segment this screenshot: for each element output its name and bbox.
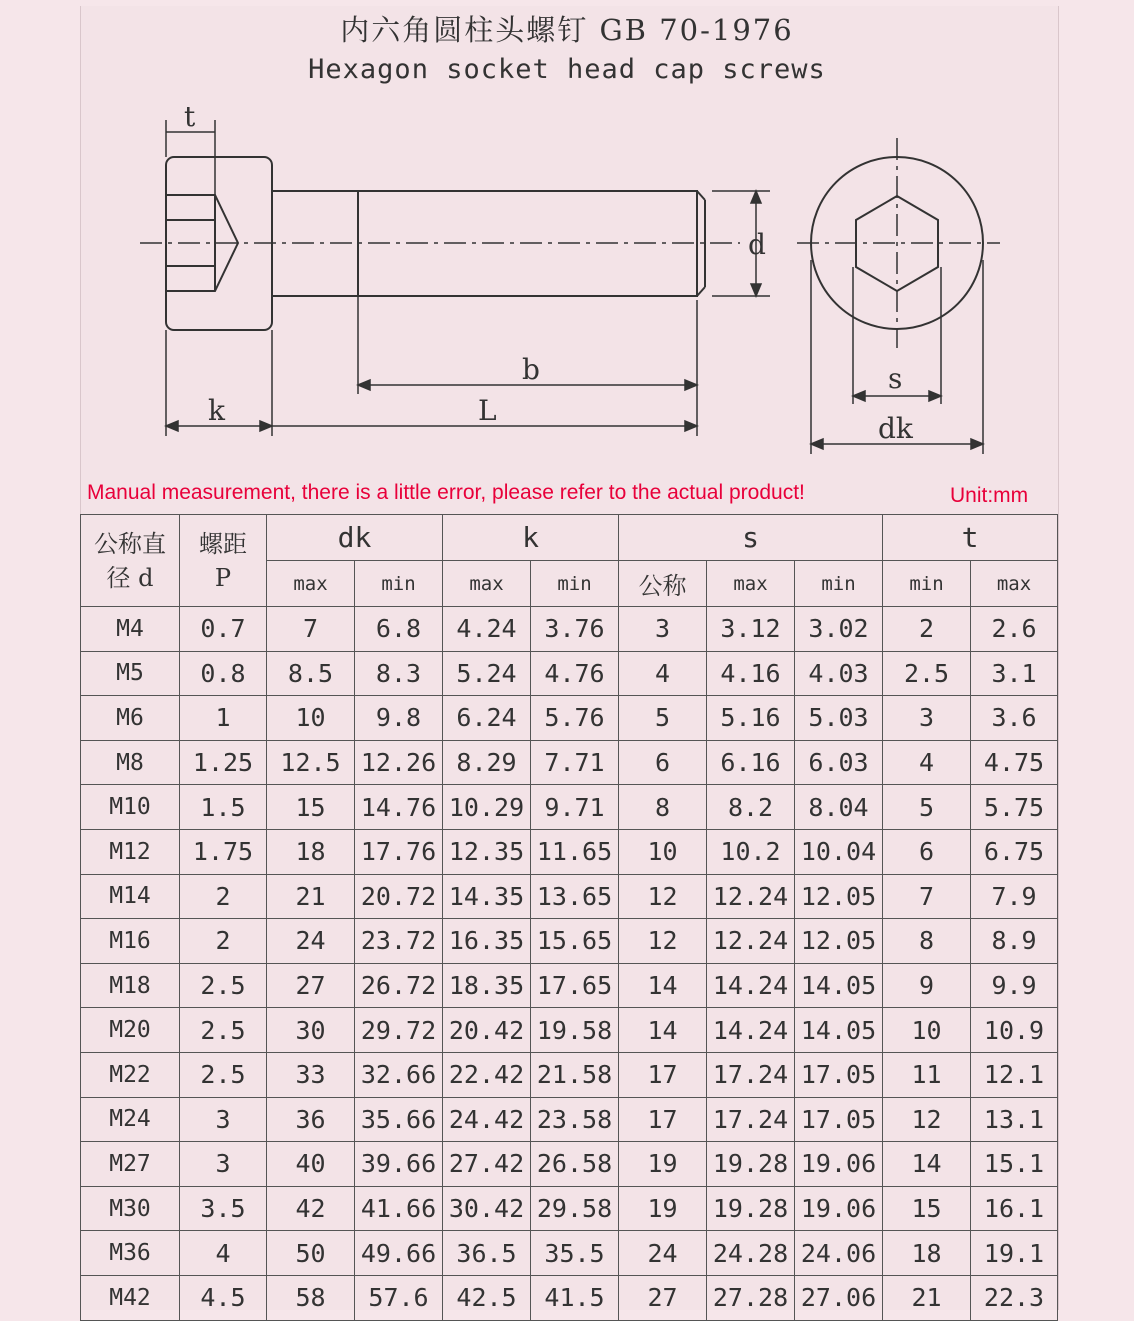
cell-k-max: 42.5: [443, 1275, 531, 1320]
cell-s-min: 12.05: [795, 874, 883, 919]
cell-s-min: 19.06: [795, 1186, 883, 1231]
cell-s-max: 19.28: [707, 1142, 795, 1187]
header-nominal-diameter: [81, 515, 180, 607]
cell-s-max: 17.24: [707, 1052, 795, 1097]
cell-k-max: 14.35: [443, 874, 531, 919]
header-dk-max: max: [267, 561, 355, 607]
cell-k-max: 5.24: [443, 651, 531, 696]
header-pitch-line1: 螺距: [199, 529, 247, 558]
cell-s-max: 12.24: [707, 874, 795, 919]
measurement-note: Manual measurement, there is a little error, please refer to the actual product!: [87, 481, 805, 504]
cell-s-min: 14.05: [795, 1008, 883, 1053]
cell-t-min: 18: [883, 1231, 971, 1276]
cell-dk-min: 39.66: [355, 1142, 443, 1187]
header-s-nominal: 公称: [619, 561, 707, 607]
cell-t-min: 5: [883, 785, 971, 830]
cell-s-max: 5.16: [707, 696, 795, 741]
cell-dk-max: 7: [267, 607, 355, 652]
cell-dk-max: 8.5: [267, 651, 355, 696]
cell-s-nominal: 17: [619, 1052, 707, 1097]
cell-pitch: 3: [180, 1097, 267, 1142]
label-L: L: [478, 394, 497, 427]
cell-s-min: 3.02: [795, 607, 883, 652]
table-row: [81, 651, 1058, 696]
cell-k-min: 41.5: [531, 1275, 619, 1320]
table-row: [81, 740, 1058, 785]
cell-dk-min: 6.8: [355, 607, 443, 652]
cell-size: M24: [81, 1097, 180, 1142]
cell-s-nominal: 3: [619, 607, 707, 652]
cell-t-max: 12.1: [971, 1052, 1058, 1097]
cell-k-min: 13.65: [531, 874, 619, 919]
cell-k-min: 3.76: [531, 607, 619, 652]
cell-t-min: 11: [883, 1052, 971, 1097]
cell-s-min: 6.03: [795, 740, 883, 785]
table-row: [81, 874, 1058, 919]
cell-size: M16: [81, 919, 180, 964]
cell-dk-min: 29.72: [355, 1008, 443, 1053]
cell-dk-max: 18: [267, 829, 355, 874]
cell-size: M36: [81, 1231, 180, 1276]
cell-dk-min: 14.76: [355, 785, 443, 830]
cell-t-max: 19.1: [971, 1231, 1058, 1276]
cell-pitch: 4: [180, 1231, 267, 1276]
header-t-min: min: [883, 561, 971, 607]
cell-k-max: 22.42: [443, 1052, 531, 1097]
cell-s-max: 10.2: [707, 829, 795, 874]
table-row: [81, 785, 1058, 830]
cell-s-nominal: 5: [619, 696, 707, 741]
cell-dk-min: 17.76: [355, 829, 443, 874]
header-s: s: [619, 515, 883, 561]
table-row: [81, 1097, 1058, 1142]
cell-size: M30: [81, 1186, 180, 1231]
cell-s-min: 4.03: [795, 651, 883, 696]
cell-size: M14: [81, 874, 180, 919]
cell-t-max: 3.1: [971, 651, 1058, 696]
cell-s-max: 3.12: [707, 607, 795, 652]
spec-table: [80, 514, 1058, 1321]
cell-t-min: 8: [883, 919, 971, 964]
cell-dk-max: 24: [267, 919, 355, 964]
cell-s-max: 14.24: [707, 1008, 795, 1053]
cell-s-min: 5.03: [795, 696, 883, 741]
cell-size: M20: [81, 1008, 180, 1053]
cell-dk-min: 41.66: [355, 1186, 443, 1231]
header-k-min: min: [531, 561, 619, 607]
cell-s-max: 4.16: [707, 651, 795, 696]
cell-dk-max: 36: [267, 1097, 355, 1142]
cell-s-nominal: 14: [619, 1008, 707, 1053]
cell-s-max: 14.24: [707, 963, 795, 1008]
cell-s-nominal: 8: [619, 785, 707, 830]
cell-dk-min: 8.3: [355, 651, 443, 696]
cell-dk-min: 49.66: [355, 1231, 443, 1276]
cell-size: M12: [81, 829, 180, 874]
cell-t-min: 9: [883, 963, 971, 1008]
cell-t-min: 4: [883, 740, 971, 785]
table-row: [81, 1008, 1058, 1053]
cell-s-max: 19.28: [707, 1186, 795, 1231]
cell-pitch: 1.25: [180, 740, 267, 785]
cell-dk-max: 58: [267, 1275, 355, 1320]
cell-size: M42: [81, 1275, 180, 1320]
header-k-max: max: [443, 561, 531, 607]
cell-t-max: 2.6: [971, 607, 1058, 652]
table-row: [81, 963, 1058, 1008]
cell-k-min: 7.71: [531, 740, 619, 785]
cell-s-max: 8.2: [707, 785, 795, 830]
cell-k-max: 10.29: [443, 785, 531, 830]
cell-s-nominal: 19: [619, 1186, 707, 1231]
cell-dk-max: 50: [267, 1231, 355, 1276]
cell-size: M22: [81, 1052, 180, 1097]
cell-s-min: 24.06: [795, 1231, 883, 1276]
cell-s-min: 19.06: [795, 1142, 883, 1187]
label-t: t: [184, 100, 196, 133]
cell-t-max: 5.75: [971, 785, 1058, 830]
cell-k-min: 21.58: [531, 1052, 619, 1097]
cell-dk-max: 27: [267, 963, 355, 1008]
header-t-max: max: [971, 561, 1058, 607]
cell-k-max: 36.5: [443, 1231, 531, 1276]
cell-t-max: 10.9: [971, 1008, 1058, 1053]
cell-k-min: 26.58: [531, 1142, 619, 1187]
cell-pitch: 0.8: [180, 651, 267, 696]
cell-k-max: 18.35: [443, 963, 531, 1008]
cell-k-min: 4.76: [531, 651, 619, 696]
cell-dk-min: 9.8: [355, 696, 443, 741]
cell-k-min: 5.76: [531, 696, 619, 741]
table-row: [81, 1231, 1058, 1276]
cell-dk-min: 35.66: [355, 1097, 443, 1142]
table-row: [81, 696, 1058, 741]
cell-t-max: 9.9: [971, 963, 1058, 1008]
label-d: d: [748, 228, 766, 261]
technical-drawing: [0, 0, 1134, 480]
cell-s-min: 8.04: [795, 785, 883, 830]
cell-t-max: 3.6: [971, 696, 1058, 741]
cell-pitch: 1: [180, 696, 267, 741]
title-english: Hexagon socket head cap screws: [308, 54, 826, 85]
cell-s-min: 12.05: [795, 919, 883, 964]
cell-k-max: 27.42: [443, 1142, 531, 1187]
cell-pitch: 4.5: [180, 1275, 267, 1320]
cell-s-nominal: 12: [619, 874, 707, 919]
table-row: [81, 607, 1058, 652]
title-chinese: 内六角圆柱头螺钉 GB 70-1976: [340, 13, 794, 47]
header-dk: dk: [267, 515, 443, 561]
cell-s-nominal: 6: [619, 740, 707, 785]
cell-pitch: 0.7: [180, 607, 267, 652]
table-row: [81, 1052, 1058, 1097]
cell-pitch: 3.5: [180, 1186, 267, 1231]
label-s: s: [888, 362, 903, 395]
cell-s-min: 17.05: [795, 1052, 883, 1097]
cell-k-min: 19.58: [531, 1008, 619, 1053]
cell-t-min: 14: [883, 1142, 971, 1187]
cell-size: M6: [81, 696, 180, 741]
cell-k-min: 29.58: [531, 1186, 619, 1231]
cell-size: M5: [81, 651, 180, 696]
cell-t-min: 2.5: [883, 651, 971, 696]
cell-size: M8: [81, 740, 180, 785]
table-row: [81, 1275, 1058, 1320]
table-row: [81, 1186, 1058, 1231]
cell-dk-max: 10: [267, 696, 355, 741]
cell-dk-min: 20.72: [355, 874, 443, 919]
cell-s-nominal: 27: [619, 1275, 707, 1320]
cell-t-min: 7: [883, 874, 971, 919]
cell-k-max: 30.42: [443, 1186, 531, 1231]
cell-k-max: 8.29: [443, 740, 531, 785]
cell-t-max: 8.9: [971, 919, 1058, 964]
cell-dk-max: 21: [267, 874, 355, 919]
cell-t-max: 16.1: [971, 1186, 1058, 1231]
cell-size: M18: [81, 963, 180, 1008]
cell-dk-max: 30: [267, 1008, 355, 1053]
cell-s-min: 10.04: [795, 829, 883, 874]
cell-pitch: 2.5: [180, 1008, 267, 1053]
cell-t-min: 3: [883, 696, 971, 741]
cell-pitch: 2.5: [180, 1052, 267, 1097]
cell-s-nominal: 14: [619, 963, 707, 1008]
cell-k-max: 24.42: [443, 1097, 531, 1142]
cell-k-min: 23.58: [531, 1097, 619, 1142]
header-pitch: [180, 515, 267, 607]
cell-s-min: 14.05: [795, 963, 883, 1008]
cell-k-max: 16.35: [443, 919, 531, 964]
cell-t-max: 22.3: [971, 1275, 1058, 1320]
cell-dk-min: 57.6: [355, 1275, 443, 1320]
cell-t-min: 12: [883, 1097, 971, 1142]
unit-label: Unit:mm: [950, 484, 1029, 507]
header-nominal-line1: 公称直: [94, 529, 166, 558]
cell-k-min: 15.65: [531, 919, 619, 964]
cell-dk-max: 15: [267, 785, 355, 830]
table-row: [81, 1142, 1058, 1187]
cell-k-min: 17.65: [531, 963, 619, 1008]
cell-pitch: 1.75: [180, 829, 267, 874]
cell-t-min: 15: [883, 1186, 971, 1231]
header-s-min: min: [795, 561, 883, 607]
cell-dk-max: 33: [267, 1052, 355, 1097]
cell-t-min: 6: [883, 829, 971, 874]
header-k: k: [443, 515, 619, 561]
cell-size: M27: [81, 1142, 180, 1187]
header-pitch-line2: P: [214, 563, 232, 592]
cell-dk-min: 26.72: [355, 963, 443, 1008]
table-row: [81, 919, 1058, 964]
cell-t-min: 10: [883, 1008, 971, 1053]
cell-s-min: 27.06: [795, 1275, 883, 1320]
cell-k-min: 9.71: [531, 785, 619, 830]
cell-dk-min: 23.72: [355, 919, 443, 964]
table-row: [81, 829, 1058, 874]
spec-table-body: [81, 607, 1058, 1321]
cell-t-max: 4.75: [971, 740, 1058, 785]
cell-dk-max: 12.5: [267, 740, 355, 785]
cell-pitch: 1.5: [180, 785, 267, 830]
cell-s-nominal: 4: [619, 651, 707, 696]
cell-s-nominal: 12: [619, 919, 707, 964]
label-b: b: [522, 353, 540, 386]
cell-s-max: 6.16: [707, 740, 795, 785]
header-s-max: max: [707, 561, 795, 607]
cell-t-min: 21: [883, 1275, 971, 1320]
cell-s-max: 17.24: [707, 1097, 795, 1142]
label-dk: dk: [878, 412, 913, 445]
cell-dk-min: 32.66: [355, 1052, 443, 1097]
cell-s-max: 27.28: [707, 1275, 795, 1320]
cell-s-nominal: 24: [619, 1231, 707, 1276]
header-dk-min: min: [355, 561, 443, 607]
cell-k-max: 6.24: [443, 696, 531, 741]
cell-dk-max: 42: [267, 1186, 355, 1231]
cell-pitch: 2.5: [180, 963, 267, 1008]
cell-dk-max: 40: [267, 1142, 355, 1187]
label-k: k: [208, 394, 225, 427]
cell-k-min: 35.5: [531, 1231, 619, 1276]
header-nominal-line2: 径 d: [106, 563, 154, 592]
cell-t-max: 13.1: [971, 1097, 1058, 1142]
cell-s-nominal: 10: [619, 829, 707, 874]
cell-t-min: 2: [883, 607, 971, 652]
cell-t-max: 6.75: [971, 829, 1058, 874]
cell-k-max: 12.35: [443, 829, 531, 874]
cell-pitch: 2: [180, 919, 267, 964]
cell-s-nominal: 17: [619, 1097, 707, 1142]
cell-k-max: 4.24: [443, 607, 531, 652]
cell-pitch: 3: [180, 1142, 267, 1187]
cell-pitch: 2: [180, 874, 267, 919]
cell-k-min: 11.65: [531, 829, 619, 874]
cell-s-max: 12.24: [707, 919, 795, 964]
cell-s-max: 24.28: [707, 1231, 795, 1276]
cell-dk-min: 12.26: [355, 740, 443, 785]
cell-size: M4: [81, 607, 180, 652]
cell-s-min: 17.05: [795, 1097, 883, 1142]
cell-s-nominal: 19: [619, 1142, 707, 1187]
header-t: t: [883, 515, 1058, 561]
cell-t-max: 15.1: [971, 1142, 1058, 1187]
cell-size: M10: [81, 785, 180, 830]
cell-k-max: 20.42: [443, 1008, 531, 1053]
cell-t-max: 7.9: [971, 874, 1058, 919]
